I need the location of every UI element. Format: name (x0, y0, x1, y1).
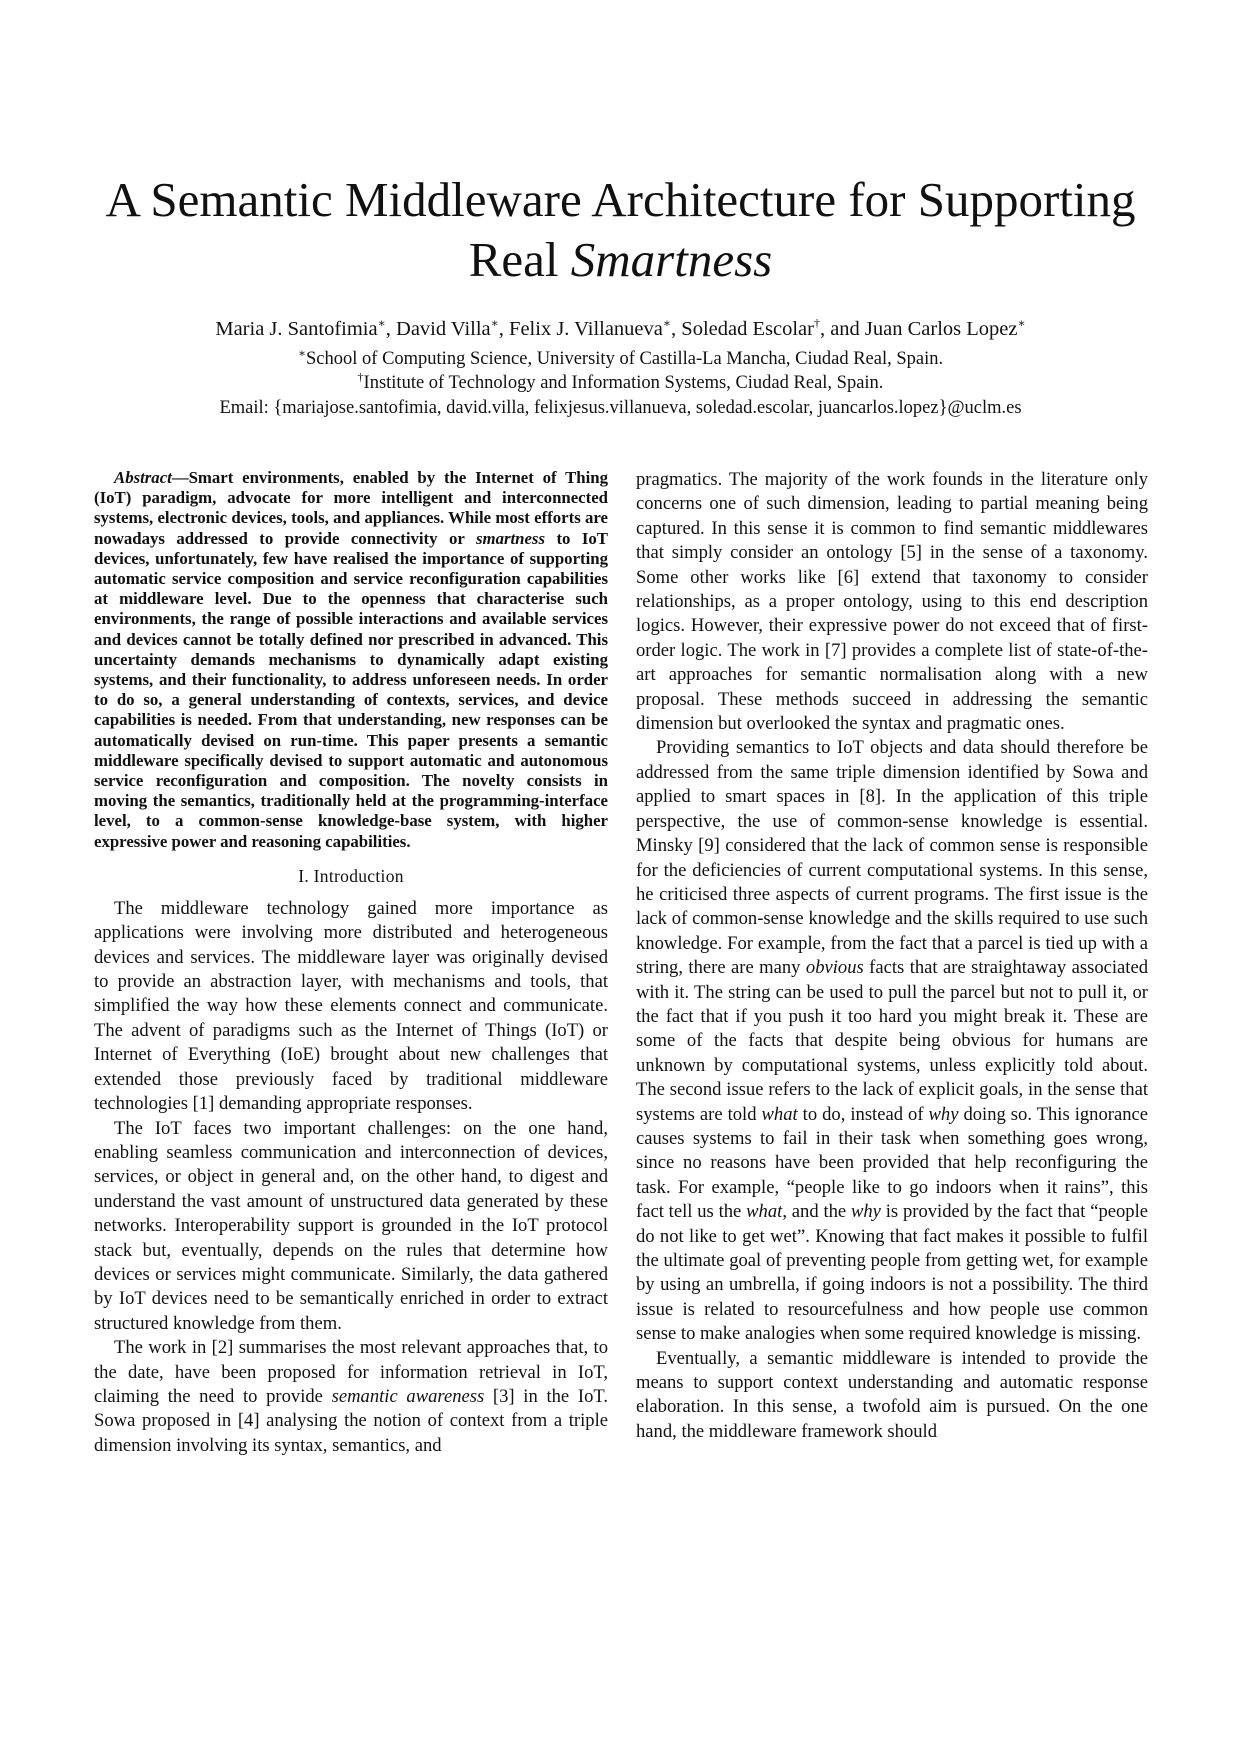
italic-term: what (746, 1201, 783, 1223)
paragraph-text: doing so. This ignorance causes systems to fail in their task when something goes wrong, since no reasons have been provided that help reconfiguring the task. For example, “people like to go indoors when it rains”, this fact tell us the (636, 1103, 1149, 1223)
paragraph-text: , and the (782, 1201, 851, 1223)
body-paragraph: pragmatics. The majority of the work founds in the literature only concerns one of such dimension, leading to partial meaning being captured. In this sense it is common to find semantic middlewares that simply consider an ontology [5] in the sense of a taxonomy. Some other works like [6] extend that taxonomy to consider relationships, as a proper ontology, using to this end description logics. However, their expressive power do not exceed that of first-order logic. The work in [7] provides a complete list of state-of-the-art approaches for semantic normalisation along with a new proposal. These methods succeed in addressing the semantic dimension but overlooked the syntax and pragmatic ones. (636, 469, 1148, 735)
paper-title (60, 170, 1181, 290)
abstract-italic-term: smartness (475, 528, 545, 548)
abstract (94, 468, 608, 852)
paragraph-text: Providing semantics to IoT objects and data should therefore be addressed from the same triple dimension identified by Sowa and applied to smart spaces in [8]. In the application of this triple perspective, the use of common-sense knowledge is essential. Minsky [9] considered that the lack of common sense is responsible for the deficiencies of current computational systems. In this sense, he criticised three aspects of current programs. The first issue is the lack of common-sense knowledge and the skills required to use such knowledge. For example, from the fact that a parcel is tied up with a string, there are many (636, 737, 1148, 979)
author-name: , Felix J. Villanueva (498, 318, 663, 340)
italic-term: what (761, 1103, 798, 1125)
affiliation-mark: † (357, 369, 364, 384)
author-name: , Soledad Escolar (671, 318, 814, 340)
body-paragraph: The middleware technology gained more importance as applications were involving more distributed and heterogeneous devices and services. The middleware layer was originally devised to provide an abstraction layer, with mechanisms and tools, that simplified the way how these elements connect and communicate. The advent of paradigms such as the Internet of Things (IoT) or Internet of Everything (IoE) brought about new challenges that extended those previously faced by traditional middleware technologies [1] demanding appropriate responses. (94, 897, 608, 1115)
italic-term: obvious (805, 957, 864, 979)
abstract-text: to IoT devices, unfortunately, few have realised the importance of supporting automatic service composition and service reconfiguration capabilities at middleware level. Due to the openness that characterise such environments, the range of possible interactions and available services and devices cannot be totally defined nor prescribed in advanced. This uncertainty demands mechanisms to dynamically adapt existing systems, and their functionality, to address unforeseen needs. In order to do so, a general understanding of contexts, services, and device capabilities is needed. From that understanding, new responses can be automatically devised on run-time. This paper presents a semantic middleware specifically devised to support automatic and autonomous service reconfiguration and composition. The novelty consists in moving the semantics, traditionally held at the programming-interface level, to a common-sense knowledge-base system, with higher expressive power and reasoning capabilities. (94, 528, 608, 851)
paragraph-text: The work in [2] summarises the most relevant approaches that, to the date, have been proposed for information retrieval in IoT, claiming the need to provide (94, 1337, 608, 1407)
paragraph-text: [3] in the IoT. Sowa proposed in [4] analysing the notion of context from a triple dimension involving its syntax, semantics, and (94, 1385, 608, 1456)
contact-email: Email: {mariajose.santofimia, david.villa, felixjesus.villanueva, soledad.escolar, juancarlos.lopez}@uclm.es (219, 398, 1022, 418)
affiliation-2 (60, 371, 1181, 395)
right-column (636, 468, 1148, 1444)
title-line-1: A Semantic Middleware Architecture for Supporting (105, 172, 1136, 227)
abstract-text: Smart environments, enabled by the Internet of Thing (IoT) paradigm, advocate for more intelligent and interconnected systems, electronic devices, tools, and appliances. While most efforts are nowadays addressed to provide connectivity or (94, 468, 608, 548)
affiliation-2-text: Institute of Technology and Information Systems, Ciudad Real, Spain. (363, 373, 884, 393)
affiliation-mark: ∗ (662, 316, 672, 331)
affiliation-mark: † (813, 316, 820, 331)
title-line-2-plain: Real (468, 232, 571, 287)
paragraph-text: is provided by the fact that “people do not like to get wet”. Knowing that fact makes it possible to fulfil the ultimate goal of preventing people from getting wet, for example by using an umbrella, if going indoors is not a possibility. The third issue is related to resourcefulness and how people use common sense to make analogies when some required knowledge is missing. (636, 1201, 1149, 1345)
section-heading-introduction: I. Introduction (298, 865, 404, 886)
body-paragraph: Eventually, a semantic middleware is intended to provide the means to support context understanding and automatic response elaboration. In this sense, a twofold aim is pursued. On the one hand, the middleware framework should (636, 1347, 1148, 1442)
affiliation-1 (60, 347, 1181, 371)
body-paragraph: The IoT faces two important challenges: on the one hand, enabling seamless communication and interconnection of devices, services, or object in general and, on the other hand, to digest and understand the vast amount of unstructured data generated by these networks. Interoperability support is grounded in the IoT protocol stack but, eventually, depends on the rules that determine how devices or services might communicate. Similarly, the data gathered by IoT devices need to be semantically enriched in order to extract structured knowledge from them. (94, 1117, 608, 1334)
affiliation-mark: ∗ (490, 316, 499, 331)
body-paragraph (636, 736, 1148, 1346)
affiliation-1-text: School of Computing Science, University of Castilla-La Mancha, Ciudad Real, Spain. (306, 349, 944, 369)
author-list (60, 316, 1181, 343)
author-name: , and Juan Carlos Lopez (819, 318, 1018, 340)
author-name: Maria J. Santofimia (215, 318, 378, 340)
affiliation-mark: ∗ (1017, 316, 1026, 331)
paragraph-text: to do, instead of (797, 1103, 929, 1125)
abstract-dash: — (171, 468, 189, 487)
paragraph-text: facts that are straightaway associated with it. The string can be used to pull the parcel but not to pull it, or the fact that if you push it too hard you might break it. These are some of the facts that despite being obvious for humans are unknown by computational systems, unless explicitly told about. The second issue refers to the lack of explicit goals, in the sense that systems are told (636, 957, 1148, 1125)
body-paragraph (94, 1336, 608, 1458)
italic-term: why (928, 1103, 959, 1125)
italic-term: semantic awareness (331, 1385, 485, 1407)
affiliation-mark: ∗ (297, 345, 307, 360)
affiliation-mark: ∗ (377, 316, 386, 331)
abstract-label: Abstract (114, 468, 172, 487)
title-line-2-italic: Smartness (570, 232, 773, 287)
left-column (94, 468, 608, 1458)
italic-term: why (850, 1201, 881, 1223)
author-name: , David Villa (385, 318, 491, 340)
